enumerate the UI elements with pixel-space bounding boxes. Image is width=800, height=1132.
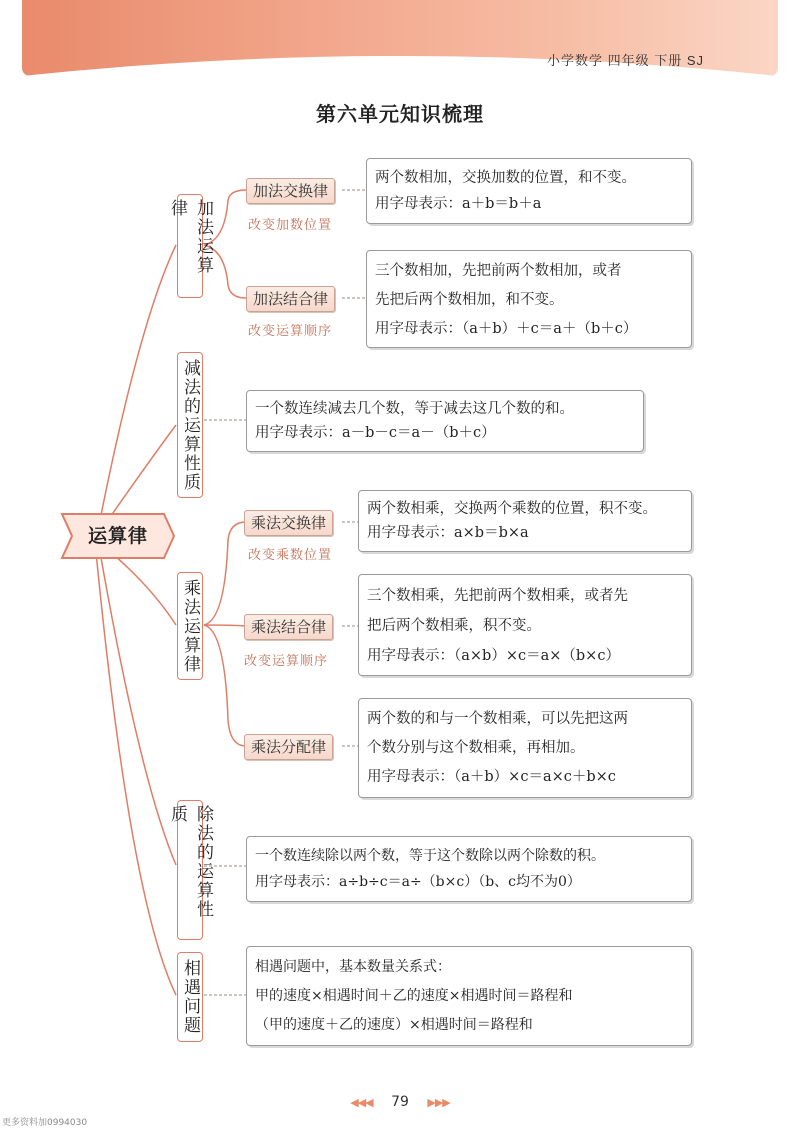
card-line: 两个数的和与一个数相乘，可以先把这两	[367, 711, 628, 727]
law-mul-commutative: 乘法交换律	[244, 510, 333, 536]
group-subtraction: 减法的运算性质	[177, 352, 203, 498]
card-formula: 用字母表示：a÷b÷c＝a÷（b×c）（b、c均不为0）	[255, 874, 581, 890]
law-add-commutative-note: 改变加数位置	[248, 218, 333, 233]
card-formula: 用字母表示：（a＋b）×c＝a×c＋b×c	[367, 769, 616, 785]
card-formula: 用字母表示：a＋b＝b＋a	[375, 196, 542, 212]
card-add-commutative	[366, 158, 692, 224]
page-number: 79	[391, 1094, 409, 1110]
card-mul-associative	[358, 574, 692, 676]
page-title: 第六单元知识梳理	[316, 102, 484, 126]
card-line: 三个数相乘，先把前两个数相乘，或者先	[367, 588, 628, 604]
group-addition: 加法运算律	[177, 194, 203, 298]
law-mul-associative: 乘法结合律	[244, 614, 333, 640]
law-mul-commutative-note: 改变乘数位置	[248, 548, 333, 563]
card-subtraction-property	[246, 390, 644, 452]
prev-page-arrows[interactable]: ◀◀◀	[350, 1096, 373, 1109]
card-line: 一个数连续除以两个数，等于这个数除以两个除数的积。	[255, 848, 605, 864]
card-formula: 用字母表示：（a＋b）＋c＝a＋（b＋c）	[375, 321, 638, 337]
card-line: 甲的速度×相遇时间＋乙的速度×相遇时间＝路程和	[255, 988, 573, 1004]
next-page-arrows[interactable]: ▶▶▶	[427, 1096, 450, 1109]
law-mul-distributive: 乘法分配律	[244, 734, 333, 760]
book-info: 小学数学 四年级 下册 SJ	[546, 53, 704, 68]
card-line: 个数分别与这个数相乘，再相加。	[367, 740, 585, 756]
card-line: 把后两个数相乘，积不变。	[367, 618, 541, 634]
card-line: 相遇问题中，基本数量关系式：	[255, 959, 451, 975]
card-meeting-problem	[246, 946, 692, 1046]
law-add-associative: 加法结合律	[246, 286, 335, 312]
group-meeting-problem: 相遇问题	[177, 952, 203, 1042]
law-add-commutative: 加法交换律	[246, 178, 335, 204]
root-label: 运算律	[87, 525, 148, 547]
card-add-associative	[366, 250, 692, 348]
root-node	[60, 512, 176, 560]
page-footer	[0, 1094, 800, 1110]
watermark-text: 更多资料加0994030	[2, 1118, 88, 1128]
card-formula: 用字母表示：a－b－c＝a－（b＋c）	[255, 425, 496, 441]
law-add-associative-note: 改变运算顺序	[248, 324, 333, 339]
card-mul-commutative	[358, 490, 692, 552]
card-line: 一个数连续减去几个数，等于减去这几个数的和。	[255, 401, 574, 417]
card-formula: 用字母表示：a×b＝b×a	[367, 525, 529, 541]
card-line: 三个数相加，先把前两个数相加，或者	[375, 263, 622, 279]
card-division-property	[246, 836, 692, 902]
card-line: （甲的速度＋乙的速度）×相遇时间＝路程和	[255, 1017, 533, 1033]
card-line: 两个数相乘，交换两个乘数的位置，积不变。	[367, 501, 657, 517]
card-line: 先把后两个数相加，和不变。	[375, 292, 564, 308]
card-mul-distributive	[358, 698, 692, 798]
group-multiplication: 乘法运算律	[177, 572, 203, 680]
card-formula: 用字母表示：（a×b）×c＝a×（b×c）	[367, 648, 620, 664]
group-division: 除法的运算性质	[177, 800, 203, 940]
law-mul-associative-note: 改变运算顺序	[244, 654, 329, 669]
card-line: 两个数相加，交换加数的位置，和不变。	[375, 170, 636, 186]
